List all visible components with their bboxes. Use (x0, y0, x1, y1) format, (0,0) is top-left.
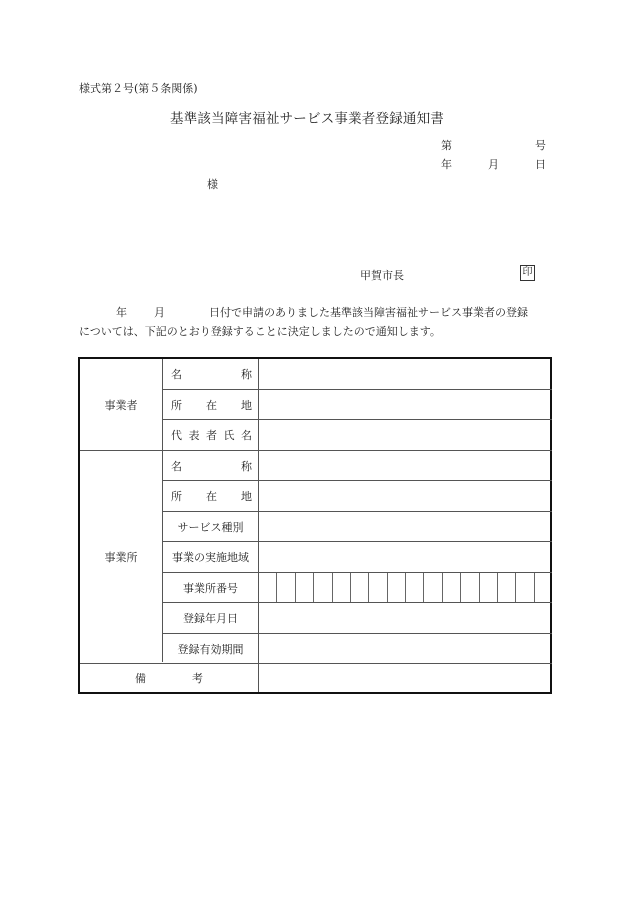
office-number-digit-15[interactable] (515, 573, 533, 602)
operator-address-field[interactable] (259, 390, 552, 419)
office-number-digit-12[interactable] (460, 573, 478, 602)
office-number-digit-7[interactable] (368, 573, 386, 602)
office-name-field[interactable] (259, 451, 552, 480)
operator-representative-field[interactable] (259, 420, 552, 450)
document-title: 基準該当障害福祉サービス事業者登録通知書 (170, 111, 444, 127)
date-day-label: 日 (535, 158, 546, 171)
office-address-label: 所 在 地 (171, 490, 252, 503)
office-number-digit-3[interactable] (295, 573, 313, 602)
office-number-label: 事業所番号 (183, 581, 238, 595)
registration-validity-field[interactable] (259, 634, 552, 663)
office-number-digit-4[interactable] (313, 573, 331, 602)
office-number-digit-8[interactable] (387, 573, 405, 602)
office-number-digits (259, 573, 552, 602)
office-number-digit-6[interactable] (350, 573, 368, 602)
document-number-suffix: 号 (535, 139, 546, 152)
body-month-label: 月 (154, 306, 165, 319)
date-year-label: 年 (441, 158, 452, 171)
operator-name-field[interactable] (259, 359, 552, 389)
operator-representative-label: 代 表 者 氏 名 (171, 429, 252, 442)
office-number-digit-11[interactable] (442, 573, 460, 602)
document-number-prefix: 第 (441, 139, 452, 152)
registration-date-field[interactable] (259, 603, 552, 633)
remarks-field[interactable] (259, 664, 552, 692)
office-number-digit-9[interactable] (405, 573, 423, 602)
issuer-title: 甲賀市長 (360, 269, 404, 282)
form-number: 様式第２号(第５条関係) (79, 82, 198, 95)
registration-validity-label: 登録有効期間 (177, 642, 244, 656)
office-number-digit-14[interactable] (497, 573, 515, 602)
office-number-digit-13[interactable] (479, 573, 497, 602)
operator-name-label: 名 称 (171, 368, 252, 381)
office-number-digit-5[interactable] (332, 573, 350, 602)
body-text-line-2: については、下記のとおり登録することに決定しましたので通知します。 (79, 325, 441, 338)
operator-address-label: 所 在 地 (171, 398, 252, 412)
body-text-line-1 (79, 304, 528, 320)
body-line1-text: 日付で申請のありました基準該当障害福祉サービス事業者の登録 (209, 306, 528, 319)
service-area-field[interactable] (259, 542, 552, 572)
service-type-field[interactable] (259, 512, 552, 541)
office-number-digit-2[interactable] (276, 573, 294, 602)
registration-date-label: 登録年月日 (183, 612, 238, 625)
office-name-label: 名 称 (171, 459, 252, 473)
office-number-digit-1[interactable] (259, 573, 276, 602)
remarks-label: 備 考 (135, 672, 203, 685)
office-address-field[interactable] (259, 481, 552, 511)
body-year-label: 年 (116, 306, 127, 319)
operator-group-label: 事業者 (104, 398, 138, 412)
date-month-label: 月 (488, 158, 499, 171)
office-group-label: 事業所 (104, 551, 138, 564)
office-number-digit-10[interactable] (423, 573, 441, 602)
seal-icon: 印 (520, 265, 535, 281)
service-type-label: サービス種別 (177, 520, 244, 534)
recipient-honorific: 様 (207, 178, 218, 191)
registration-table (78, 357, 552, 694)
service-area-label: 事業の実施地域 (172, 551, 249, 564)
office-number-digit-16[interactable] (534, 573, 552, 602)
